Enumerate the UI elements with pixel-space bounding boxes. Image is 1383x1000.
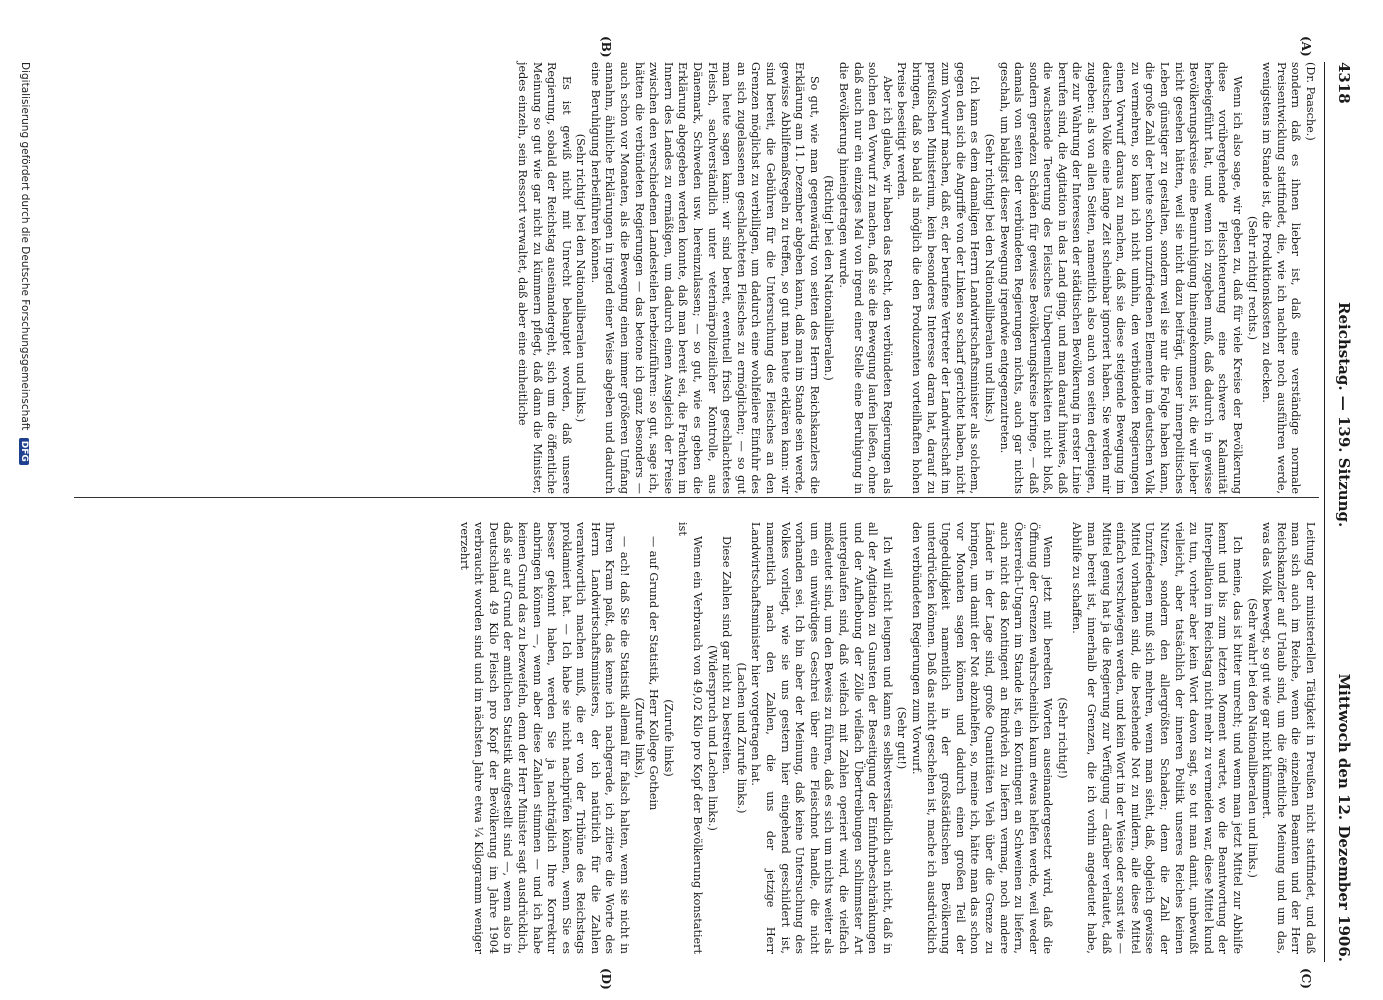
- interjection: (Widerspruch und Lachen links.): [705, 645, 719, 831]
- footer-text: Digitalisierung gefördert durch die Deutsche Forschungsgemeinschaft: [19, 62, 31, 431]
- page-title: Reichstag. — 139. Sitzung.: [1335, 302, 1353, 528]
- paragraph: (Dr. Paasche.): [1304, 62, 1317, 141]
- interjection: (Zurufe links),: [632, 697, 646, 779]
- right-column: [456, 522, 1317, 954]
- page-number: 4318: [1335, 62, 1353, 104]
- session-date: Mittwoch den 12. Dezember 1906.: [1335, 673, 1353, 962]
- footer: [19, 62, 31, 962]
- interjection: (Sehr gut!): [895, 706, 909, 770]
- margin-marker-d: (D): [599, 968, 613, 990]
- paragraph: — ach! daß Sie die Statistik allemal für falsch halten, wenn sie nicht in Ihren Kram paßt, das kenne ich nachgerade, ich zitiere die Worte des Herrn Landwirtschaftsministers, der ich natürlich für die Zahlen verantwortlich machen muß, die er von der Tribüne des Reichstags proklamiert hat. — Ich habe sie nicht nachprüfen können, wenn Sie es besser gekonnt haben, werden Sie ja nachträglich Ihre Korrektur anbringen können —, wenn aber diese Zahlen stimmen — und ich habe keinen Grund das zu bezweifeln, denn der Herr Minister sagt ausdrücklich, daß sie auf Grund der amtlichen Statistik aufgestellt sind —, wenn also in Deutschland 49 Kilo Fleisch pro Kopf der Bevölkerung im Jahre 1904 verbraucht worden sind und im nächsten Jahre etwa ¼ Kilogramm weniger verzehrt: [457, 522, 632, 954]
- interjection: (Sehr wahr! bei den Nationalliberalen und links.): [1245, 598, 1259, 878]
- paragraph: Wenn ein Verbrauch von 49,02 Kilo pro Kopf der Bevölkerung konstatiert ist: [676, 522, 705, 954]
- paragraph: Leitung der ministeriellen Tätigkeit in Preußen nicht stattfindet, und daß man sich auch im Reiche, wenn die einzelnen Beamten und der Herr Reichskanzler auf Urlaub sind, um die öffentliche Meinung und um das, was das Volk bewegt, so gut wie gar nicht kümmert.: [1260, 522, 1317, 954]
- interjection: (Lachen und Zurufe links.): [734, 662, 748, 814]
- paragraph: Ich meine, das ist bitter unrecht; und wenn man jetzt Mittel zur Abhilfe kennt und bis zum letzten Moment wartet, wo die Beantwortung der Interpellation im Reichstag nicht mehr zu vermeiden war, diese Mittel kund zu tun, vorher aber kein Wort davon sagt, so tut man damit, unbewußt vielleicht, aber tatsächlich der inneren Politik unseres Reiches keinen Nutzen, sondern den allergrößten Schaden; denn die Zahl der Unzufriedenen muß sich mehren, wenn man sieht, daß, obgleich gewisse Mittel vorhanden sind, die bestehende Not zu mildern, alle diese Mittel einfach verschwiegen werden, und kein Wort in der Weise oder sonst wie — Mittel genug hat ja die Regierung zur Verfügung — darüber verlautet, daß man bereit ist, innerhalb der Grenzen, die ich vorhin angedeutet habe, Abhilfe zu schaffen.: [1070, 522, 1245, 954]
- interjection: (Richtig! bei den Nationalliberalen.): [822, 175, 836, 381]
- dfg-logo: DFG: [19, 438, 29, 465]
- paragraph: So gut, wie man gegenwärtig von seiten des Herrn Reichskanzlers die Erklärung am 11. Dezember abgeben kann, daß man im Stande sein werde, gewisse Abhilfemaßregeln zu treffen, so gut man heute erklären kann: wir sind bereit, die Gebühren für die Untersuchung des Fleisches an den Grenzen möglichst zu verbilligen, um dadurch eine wohlfeilere Einfuhr des an sich zugelassenen geschlachteten Fleisches zu ermöglichen; — so gut man heute sagen kann: wir sind bereit, eventuell frisch geschlachtetes Fleisch, sachverständlich unter veterinärpolizeilicher Kontrolle, aus Dänemark, Schweden usw. hereinzulassen; — so gut, wie es geben die Erklärung abgegeben werden konnte, daß man bereit sei, die Frachten im Innern des Landes zu ermäßigen, um dadurch einen Ausgleich der Preise zwischen den verschiedenen Landesteilen herbeizuführen: so gut, sage ich, hätten die verbündeten Regierungen — das betone ich ganz besonders — auch schon vor Monaten, als die Bewegung einen immer größeren Umfang annahm, ähnliche Erklärungen in irgend einer Weise abgeben und dadurch eine Beruhigung herbeiführen können.: [588, 62, 821, 494]
- page-header: [1327, 62, 1353, 962]
- paragraph: Ich kann es dem damaligen Herrn Landwirtschaftsminister als solchem, gegen den sich die Angriffe von der Linken so scharf gerichtet haben, nicht zum Vorwurf machen, daß er, der berufene Vertreter der Landwirtschaft im preußischen Ministerium, kein besonderes Interesse daran hat, darauf zu bringen, daß so bald als möglich die den Produzenten vorteilhaften hohen Preise beseitigt werden.: [895, 62, 982, 494]
- left-column: [514, 62, 1317, 494]
- interjection: (Sehr richtig! bei den Nationalliberalen und links.): [574, 133, 588, 423]
- paragraph: Wenn jetzt mit beredten Worten auseinandergesetzt wird, daß die Öffnung der Grenzen wahrscheinlich kaum etwas helfen werde, weil weder Österreich-Ungarn im Stande ist, ein Kontingent an Schweinen zu liefern, auch nicht das Kontingent an Rindvieh zu liefern vermag, noch andere Länder in der Lage sind, große Quantitäten Vieh über die Grenze zu bringen, um damit der Not abzuhelfen, so, meine ich, hätte man das schon vor Monaten sagen können und dadurch einen großen Teil der Ungeduldigkeit namentlich in der großstädtischen Bevölkerung unterdrücken können. Daß das nicht geschehen ist, mache ich ausdrücklich den verbündeten Regierungen zum Vorwurf.: [909, 522, 1055, 954]
- interjection: (Sehr richtig! rechts.): [1245, 215, 1259, 341]
- interjection: (Zurufe links): [661, 699, 675, 777]
- margin-marker-a: (A): [1299, 36, 1313, 57]
- paragraph: Es ist gewiß nicht mit Unrecht behauptet worden, daß unsere Regierung, sobald der Reichstag auseinandergeht, sich um die öffentliche Meinung so gut wie gar nicht zu kümmern pflegt, daß dann die Minister, jedes einzeln, sein Ressort verwaltet, daß aber eine einheitliche: [515, 62, 573, 494]
- column-divider: [74, 497, 1319, 498]
- paragraph: Aber ich glaube, wir haben das Recht, den verbündeten Regierungen als solchen den Vorwurf zu machen, daß sie die Bewegung laufen ließen, ohne daß auch nur ein einziges Mal von irgend einer Stelle eine Beruhigung in die Bevölkerung hineingetragen wurde.: [837, 62, 894, 494]
- margin-marker-c: (C): [1299, 968, 1313, 989]
- interjection: (Sehr richtig! bei den Nationalliberalen und links.): [982, 133, 996, 423]
- paragraph: — auf Grund der Statistik, Herr Kollege Gothein: [647, 536, 661, 811]
- header-rule: [1324, 62, 1325, 962]
- paragraph: Diese Zahlen sind gar nicht zu bestreiten.: [720, 536, 734, 775]
- margin-marker-b: (B): [599, 36, 613, 58]
- paragraph: Ich will nicht leugnen und kann es selbstverständlich auch nicht, daß in all der Agitation zu Gunsten der Beseitigung der Einfuhrbeschränkungen und der Aufhebung der Zölle vielfach Übertreibungen schlimmster Art untergelaufen sind, daß vielfach mit Zahlen operiert wird, die vielfach mißdeutet sind, um den Beweis zu führen, daß es sich um nichts weiter als um ein unwürdiges Geschrei über eine Fleischnot handle, die nicht vorhanden sei. Ich bin aber der Meinung, daß keine Untersuchung des Volkes vorliegt, wie sie uns gestern hier eingehend geschildert ist, namentlich nach den Zahlen, die uns der jetzige Herr Landwirtschaftsminister hier vorgetragen hat.: [749, 522, 894, 954]
- paragraph: sondern daß es ihnen lieber ist, daß eine verständige normale Preisentwicklung stattfindet, die, wie ich nachher noch ausführen werde, wenigstens im Stande ist, die Produktionskosten zu decken.: [1260, 62, 1303, 494]
- interjection: (Sehr richtig!): [1055, 697, 1069, 779]
- paragraph: Wenn ich also sage, wir geben zu, daß für viele Kreise der Bevölkerung diese vorübergehende Fleischteuerung eine schwere Kalamität herbeigeführt hat, und wenn ich zugeben muß, daß dadurch in gewisse Bevölkerungskreise eine Beunruhigung hineingekommen ist, die wir lieber nicht gesehen hätten, weil sie nicht dazu beiträgt, unser innerpolitisches Leben günstiger zu gestalten, sondern weil sie nur die Folge haben kann, die große Zahl der heute schon unzufriedenen Elemente im deutschen Volk zu vermehren, so kann ich nicht umhin, den verbündeten Regierungen einen Vorwurf daraus zu machen, daß sie diese steigende Bewegung im deutschen Volke eine lange Zeit scheinbar ignoriert haben. Sie werden mir zugeben: als von allen Seiten, namentlich also auch von seiten derjenigen, die zur Wahrung der Interessen der städtischen Bevölkerung in erster Linie berufen sind, die Agitation in das Land ging, und man darauf hinwies, daß die wachsende Teuerung des Fleisches Unbequemlichkeiten nicht bloß, sondern geradezu Schäden für gewisse Bevölkerungskreise bringe, — daß damals von seiten der verbündeten Regierungen nichts, auch gar nichts geschah, um baldigst dieser Bewegung irgendwie entgegenzutreten.: [997, 62, 1245, 494]
